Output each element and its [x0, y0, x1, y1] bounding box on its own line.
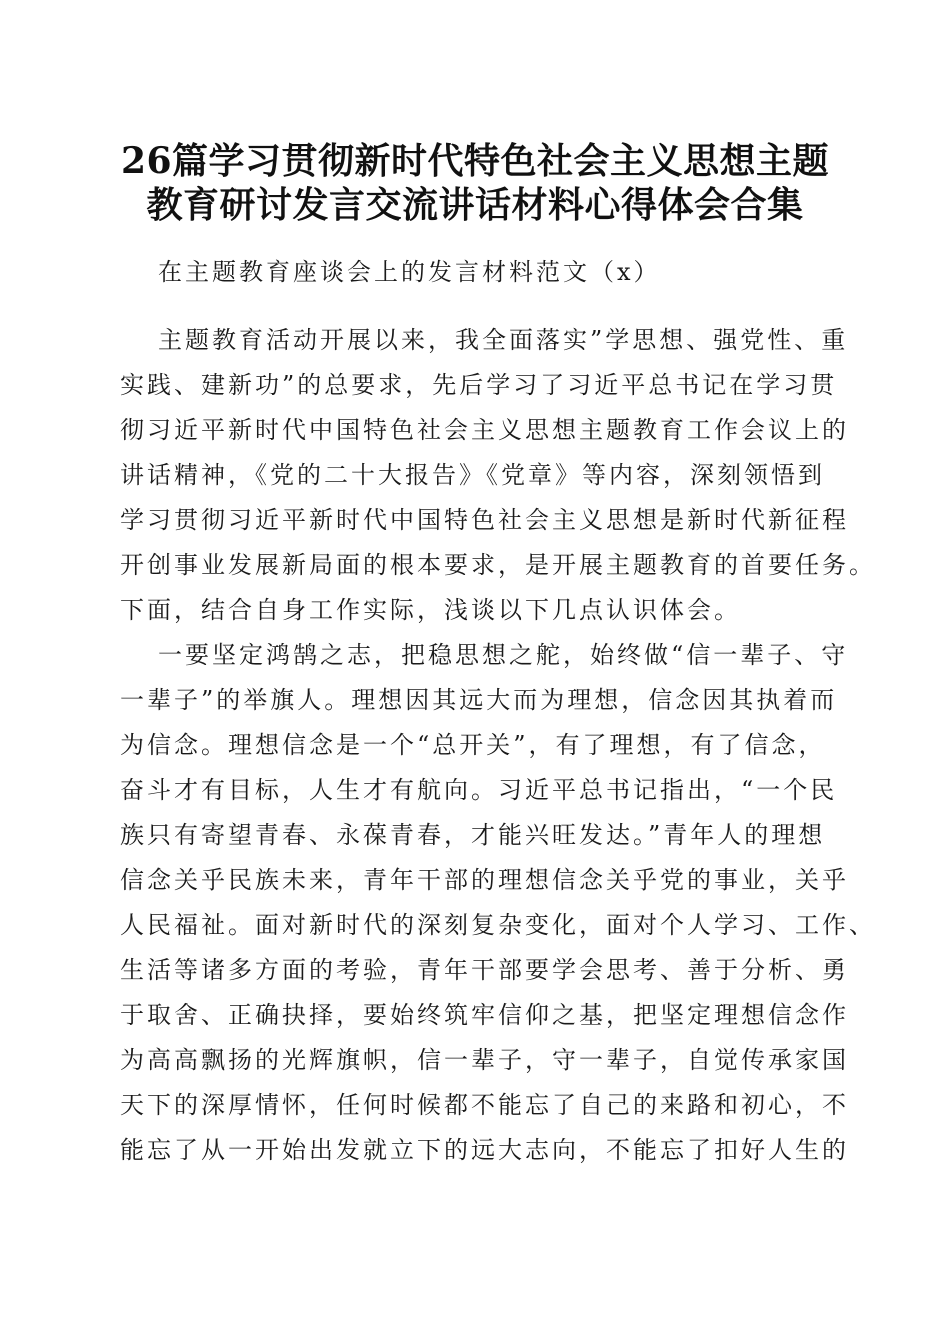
- paragraph-line: 奋斗才有目标，人生才有航向。习近平总书记指出，“一个民: [120, 776, 838, 804]
- paragraph-line: 开创事业发展新局面的根本要求，是开展主题教育的首要任务。: [120, 551, 876, 579]
- paragraph-line: 人民福祉。面对新时代的深刻复杂变化，面对个人学习、工作、: [120, 911, 876, 939]
- paragraph-line: 为信念。理想信念是一个“总开关”，有了理想，有了信念，: [120, 731, 826, 759]
- paragraph-line: 实践、建新功”的总要求，先后学习了习近平总书记在学习贯: [120, 371, 838, 399]
- paragraph-line: 于取舍、正确抉择，要始终筑牢信仰之基，把坚定理想信念作: [120, 1001, 849, 1029]
- paragraph-line: 能忘了从一开始出发就立下的远大志向，不能忘了扣好人生的: [120, 1136, 849, 1164]
- document-title-line-1: 26篇学习贯彻新时代特色社会主义思想主题: [120, 140, 830, 182]
- paragraph-line: 族只有寄望青春、永葆青春，才能兴旺发达。”青年人的理想: [120, 821, 826, 849]
- paragraph-line: 下面，结合自身工作实际，浅谈以下几点认识体会。: [120, 596, 741, 624]
- section-heading: 在主题教育座谈会上的发言材料范文（x）: [158, 258, 661, 286]
- paragraph-line: 讲话精神，《党的二十大报告》《党章》等内容，深刻领悟到: [120, 461, 825, 489]
- paragraph-line: 为高高飘扬的光辉旗帜，信一辈子，守一辈子，自觉传承家国: [120, 1046, 849, 1074]
- paragraph-line: 主题教育活动开展以来，我全面落实”学思想、强党性、重: [158, 326, 849, 354]
- paragraph-line: 一要坚定鸿鹄之志，把稳思想之舵，始终做“信一辈子、守: [158, 641, 849, 669]
- paragraph-line: 学习贯彻习近平新时代中国特色社会主义思想是新时代新征程: [120, 506, 849, 534]
- paragraph-line: 天下的深厚情怀，任何时候都不能忘了自己的来路和初心，不: [120, 1091, 849, 1119]
- paragraph-line: 一辈子”的举旗人。理想因其远大而为理想，信念因其执着而: [120, 686, 838, 714]
- document-title-line-2: 教育研讨发言交流讲话材料心得体会合集: [146, 184, 804, 226]
- paragraph-line: 生活等诸多方面的考验，青年干部要学会思考、善于分析、勇: [120, 956, 849, 984]
- paragraph-line: 信念关乎民族未来，青年干部的理想信念关乎党的事业，关乎: [120, 866, 849, 894]
- paragraph-line: 彻习近平新时代中国特色社会主义思想主题教育工作会议上的: [120, 416, 849, 444]
